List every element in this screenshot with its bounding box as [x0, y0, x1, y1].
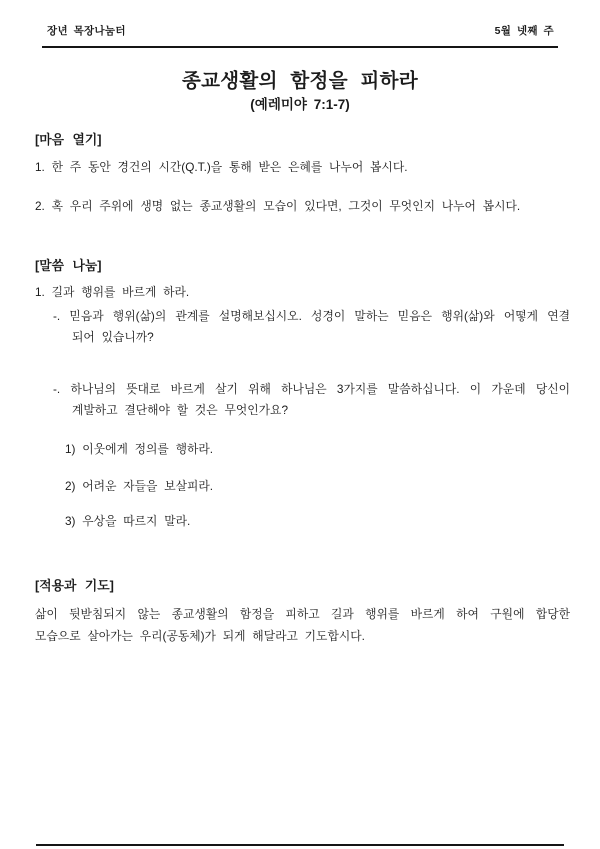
discussion-point-2	[35, 478, 570, 495]
item-text: 어려운 자들을 보살피라.	[82, 479, 214, 493]
sub-question-line	[53, 379, 570, 400]
discussion-point-1	[35, 441, 570, 458]
prayer-line: 모습으로 살아가는 우리(공동체)가 되게 해달라고 기도합시다.	[35, 629, 365, 643]
document-body	[0, 132, 600, 647]
page-title: 종교생활의 함정을 피하라	[182, 70, 418, 92]
item-number: 1.	[35, 160, 45, 174]
item-text: 혹 우리 주위에 생명 없는 종교생활의 모습이 있다면, 그것이 무엇인지 나누어 봅시다.	[51, 199, 521, 213]
item-text: 하나님의 뜻대로 바르게 살기 위해 하나님은 3가지를 말씀하십니다. 이 가운데 당신이	[70, 382, 571, 396]
sub-question-2	[35, 379, 570, 420]
header-right-text: 5월 넷째 주	[494, 25, 554, 37]
header-rule	[42, 46, 558, 48]
section-heading-sharing: [말씀 나눔]	[35, 258, 102, 273]
item-number: -.	[53, 309, 61, 323]
item-number: 3)	[65, 514, 76, 528]
sub-question-line	[53, 306, 570, 327]
item-number: 2)	[65, 479, 76, 493]
sub-question-line: 계발하고 결단해야 할 것은 무엇인가요?	[72, 402, 289, 417]
sharing-question-1	[35, 284, 570, 301]
item-text: 우상을 따르지 말라.	[82, 514, 191, 528]
sub-question-line: 되어 있습니까?	[72, 329, 154, 344]
discussion-point-3	[35, 513, 570, 530]
scripture-reference: (예레미야 7:1-7)	[250, 97, 350, 112]
item-number: 1.	[35, 285, 45, 299]
item-text: 길과 행위를 바르게 하라.	[51, 285, 190, 299]
section-heading-opening: [마음 열기]	[35, 132, 102, 147]
item-number: 1)	[65, 442, 76, 456]
page-header	[0, 0, 600, 38]
item-text: 한 주 동안 경건의 시간(Q.T.)을 통해 받은 은혜를 나누어 봅시다.	[51, 160, 408, 174]
opening-item-1	[35, 159, 570, 176]
section-heading-prayer: [적용과 기도]	[35, 578, 114, 593]
prayer-paragraph	[35, 603, 570, 647]
item-text: 믿음과 행위(삶)의 관계를 설명해보십시오. 성경이 말하는 믿음은 행위(삶)와 어떻게 연결	[69, 309, 570, 323]
footer-rule	[36, 844, 564, 846]
item-text: 이웃에게 정의를 행하라.	[82, 442, 214, 456]
header-left-text: 장년 목장나눔터	[47, 25, 126, 37]
item-number: 2.	[35, 199, 45, 213]
item-number: -.	[53, 382, 61, 396]
prayer-line: 삶이 뒷받침되지 않는 종교생활의 함정을 피하고 길과 행위를 바르게 하여 구원에 합당한	[35, 607, 570, 621]
sub-question-1	[35, 306, 570, 347]
opening-item-2	[35, 198, 570, 215]
